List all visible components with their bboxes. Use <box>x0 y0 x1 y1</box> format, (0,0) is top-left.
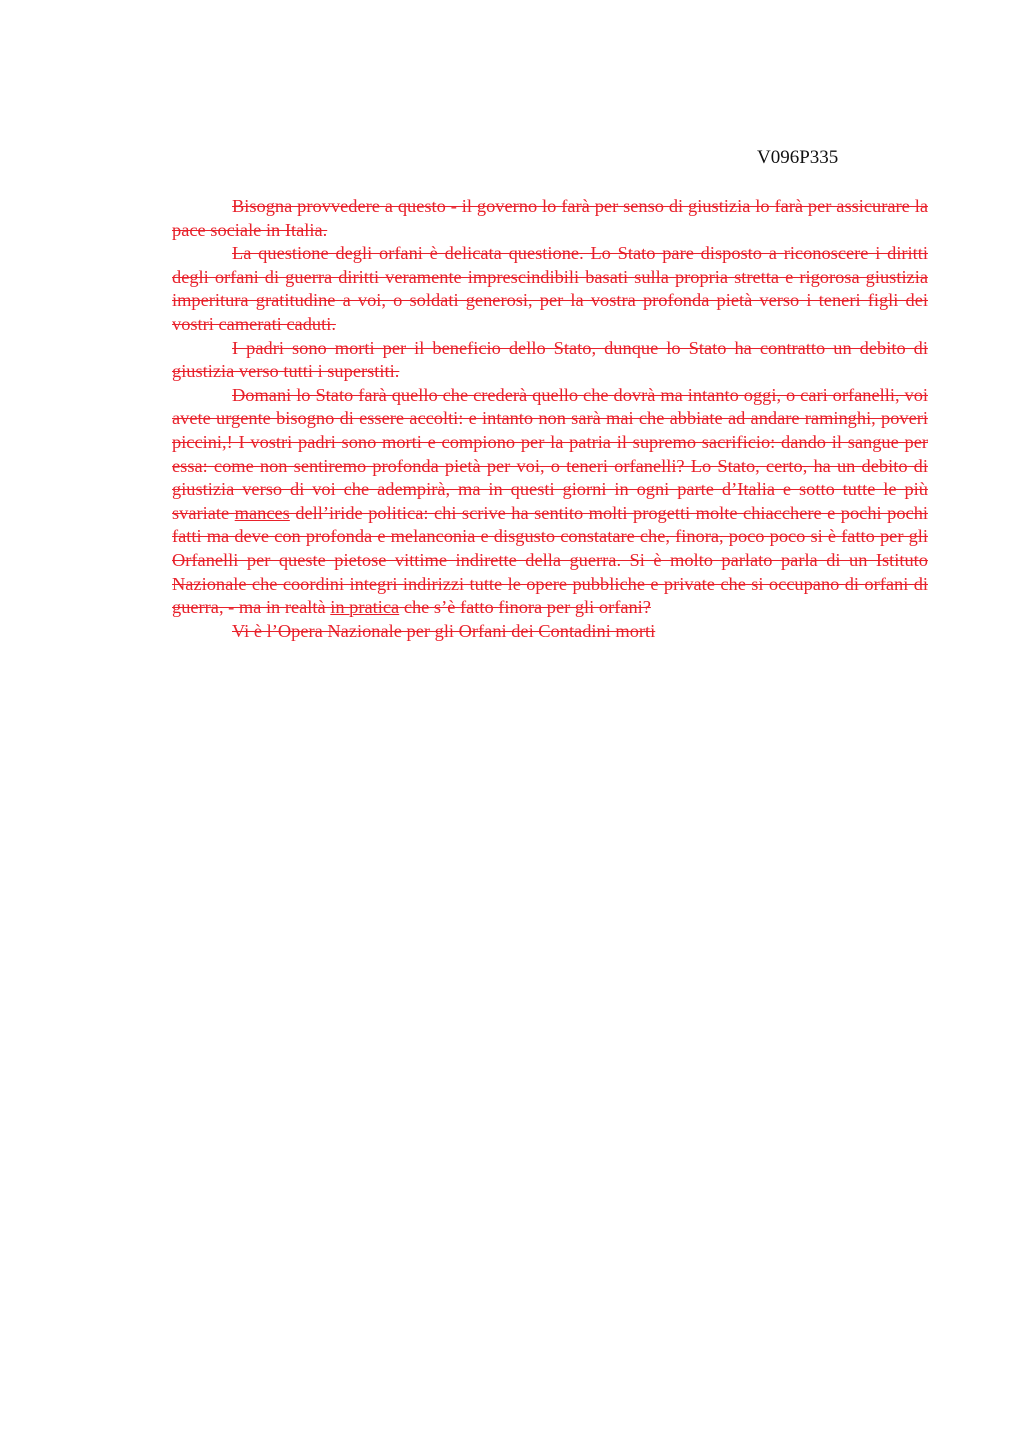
underlined-phrase-in-pratica: in pratica <box>330 597 400 618</box>
paragraph-5: Vi è l’Opera Nazionale per gli Orfani dei Contadini morti <box>232 620 656 641</box>
paragraph-4-part-2: dell’iride politica: chi scrive ha sentito molti progetti molte chiacchere e pochi pochi fatti ma deve con profonda e melanconia e disgusto constatare che, finora, poco poco si è fatto per gli Orfanelli per queste pietose vittime indirette della guerra. Si è molto parlato parla di un Istituto Nazionale che coordini integri indirizzi tutte le opere pubbliche e private che si occupano di orfani di guerra, - ma in realtà <box>172 502 928 618</box>
page-identifier: V096P335 <box>757 147 839 168</box>
paragraph-3: I padri sono morti per il beneficio dello Stato, dunque lo Stato ha contratto un debito di giustizia verso tutti i superstiti. <box>172 337 928 382</box>
paragraph-4-part-1: Domani lo Stato farà quello che crederà quello che dovrà ma intanto oggi, o cari orfanelli, voi avete urgente bisogno di essere accolti: e intanto non sarà mai che abbiate ad andare raminghi, poveri piccini,! I vostri padri sono morti e compiono per la patria il supremo sacrificio: dando il sangue per essa: come non sentiremo profonda pietà per voi, o teneri orfanelli? Lo Stato, certo, ha un debito di giustizia verso di voi che adempirà, ma in questi giorni in ogni parte d’Italia e sotto tutte le più svariate <box>172 384 928 523</box>
paragraph-1: Bisogna provvedere a questo - il governo lo farà per senso di giustizia lo farà per assicurare la pace sociale in Italia. <box>172 196 928 240</box>
paragraph-4 <box>172 384 928 620</box>
paragraph-4-part-3: che s’è fatto finora per gli orfani? <box>399 597 651 618</box>
underlined-word-mances: mances <box>234 502 290 523</box>
paragraph-2: La questione degli orfani è delicata questione. Lo Stato pare disposto a riconoscere i diritti degli orfani di guerra diritti veramente imprescindibili basati sulla propria stretta e rigorosa giustizia imperitura gratitudine a voi, o soldati generosi, per la vostra profonda pietà verso i teneri figli dei vostri camerati caduti. <box>172 243 928 334</box>
struck-through-text-block <box>172 195 928 643</box>
